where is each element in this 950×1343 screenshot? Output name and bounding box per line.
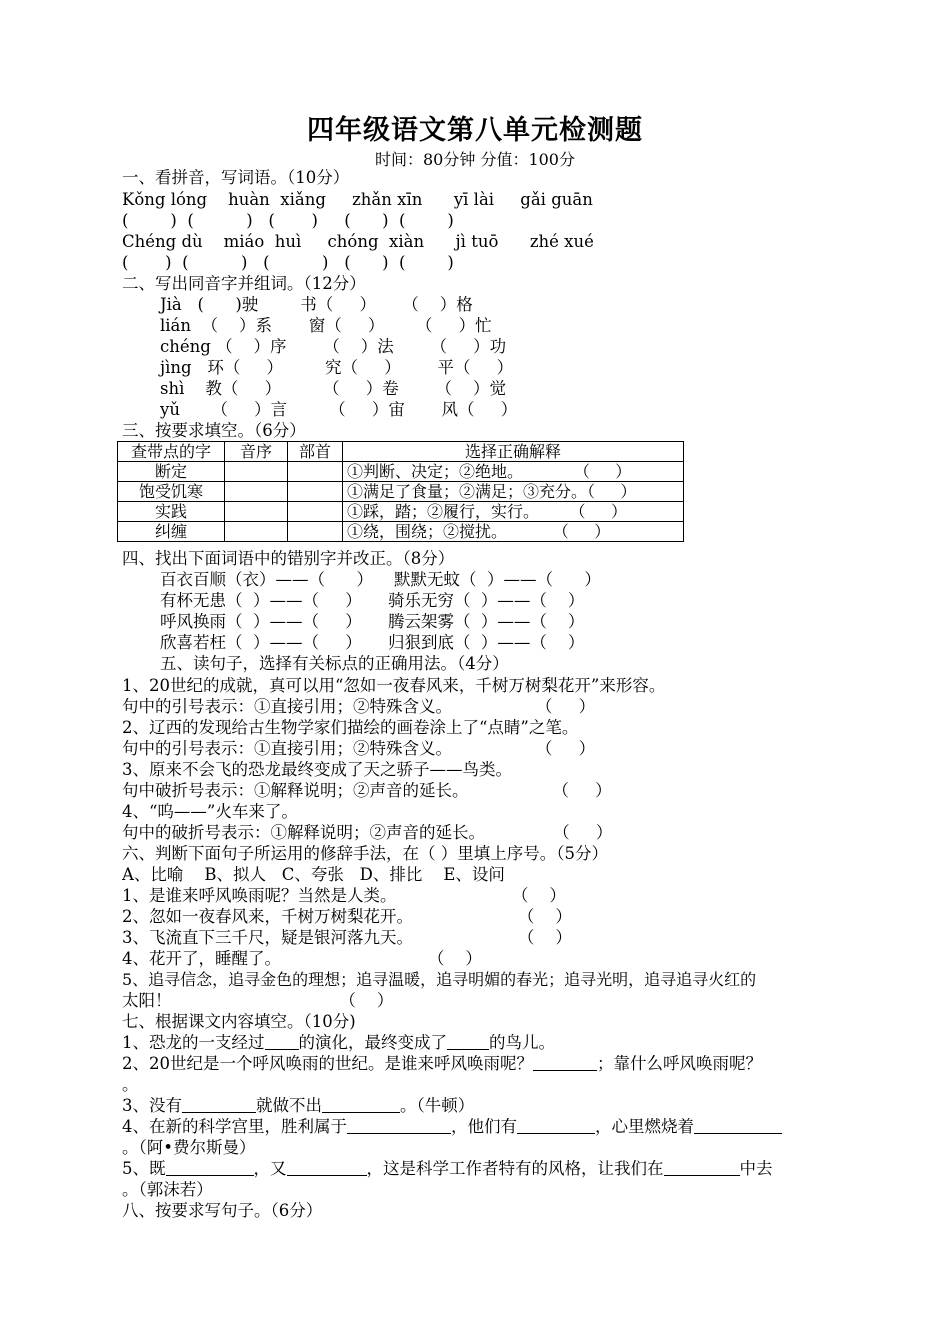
question-line: 3、原来不会飞的恐龙最终变成了天之骄子——鸟类。 bbox=[122, 760, 512, 779]
rhetoric-question: 5、追寻信念，追寻金色的理想；追寻温暖，追寻明媚的春光；追寻光明，追寻追寻火红的 bbox=[122, 970, 757, 989]
fill-question-1: 1、恐龙的一支经过 的演化，最终变成了 的鸟儿。 bbox=[122, 1033, 555, 1052]
choice-line[interactable]: 句中的破折号表示：①解释说明；②声音的延长。 （ ） bbox=[122, 823, 613, 842]
typo-row[interactable]: 呼风换雨（ ）——（ ） 腾云架雾（ ）——（ ） bbox=[160, 612, 585, 631]
meaning-cell[interactable]: ①踩，踏；②履行，实行。 （ ） bbox=[343, 502, 684, 522]
dictionary-table bbox=[117, 441, 684, 542]
answer-blank[interactable] bbox=[533, 1054, 597, 1071]
choice-line[interactable]: 句中破折号表示：①解释说明；②声音的延长。 （ ） bbox=[122, 781, 612, 800]
section-3-heading: 三、按要求填空。（6分） bbox=[122, 421, 306, 440]
radical-cell[interactable] bbox=[288, 462, 343, 482]
homophone-row[interactable]: lián （ ）系 窗（ ） （ ）忙 bbox=[160, 316, 492, 335]
rhetoric-options: A、比喻 B、拟人 C、夸张 D、排比 E、设问 bbox=[122, 865, 505, 884]
table-header-row bbox=[118, 442, 684, 462]
fill-question-5: 5、既 ，又 ，这是科学工作者特有的风格，让我们在 中去 bbox=[122, 1159, 773, 1178]
choice-line[interactable]: 句中的引号表示：①直接引用；②特殊含义。 （ ） bbox=[122, 739, 596, 758]
homophone-row[interactable]: jìng 环（ ） 究（ ） 平（ ） bbox=[160, 358, 514, 377]
rhetoric-question[interactable]: 3、飞流直下三千尺，疑是银河落九天。 （ ） bbox=[122, 928, 572, 947]
question-line: 2、辽西的发现给古生物学家们描绘的画卷涂上了“点睛”之笔。 bbox=[122, 718, 579, 737]
section-1-heading: 一、看拼音，写词语。（10分） bbox=[122, 168, 350, 187]
section-4-heading: 四、找出下面词语中的错别字并改正。（8分） bbox=[122, 549, 455, 568]
typo-row[interactable]: 百衣百顺（衣）——（ ） 默默无蚊（ ）——（ ） bbox=[160, 570, 601, 589]
rhetoric-question[interactable]: 4、花开了，睡醒了。 （ ） bbox=[122, 949, 482, 968]
table-header: 部首 bbox=[288, 442, 343, 462]
typo-row[interactable]: 欣喜若枉（ ）——（ ） 归狠到底（ ）——（ ） bbox=[160, 633, 585, 652]
exam-meta: 时间：80分钟 分值：100分 bbox=[375, 150, 575, 169]
word-cell: 饱受饥寒 bbox=[118, 482, 225, 502]
answer-blank[interactable] bbox=[322, 1096, 400, 1113]
fill-question-2-end: 。 bbox=[122, 1075, 139, 1094]
meaning-cell[interactable]: ①绕，围绕；②搅扰。 （ ） bbox=[343, 522, 684, 542]
answer-blank[interactable] bbox=[182, 1096, 256, 1113]
initial-cell[interactable] bbox=[225, 522, 288, 542]
pinyin-row-2: Chéng dù miáo huì chóng xiàn jì tuō zhé xué bbox=[122, 232, 594, 251]
homophone-row[interactable]: yǔ （ ）言 （ ）宙 风（ ） bbox=[160, 400, 518, 419]
fill-question-4: 4、在新的科学宫里，胜利属于 ，他们有 ，心里燃烧着 bbox=[122, 1116, 782, 1137]
question-line: 1、20世纪的成就，真可以用“忽如一夜春风来，千树万树梨花开”来形容。 bbox=[122, 676, 666, 695]
answer-blanks-row-2[interactable]: ( ) ( ) ( ) ( ) ( ) bbox=[122, 253, 454, 272]
question-line: 4、“呜——”火车来了。 bbox=[122, 802, 298, 821]
rhetoric-question-cont[interactable]: 太阳！ （ ） bbox=[122, 991, 394, 1010]
radical-cell[interactable] bbox=[288, 502, 343, 522]
initial-cell[interactable] bbox=[225, 502, 288, 522]
answer-blank[interactable] bbox=[347, 1117, 451, 1134]
section-6-heading: 六、判断下面句子所运用的修辞手法，在（ ）里填上序号。（5分） bbox=[122, 844, 608, 863]
homophone-row[interactable]: chéng （ ）序 （ ）法 （ ）功 bbox=[160, 337, 507, 356]
rhetoric-question[interactable]: 1、是谁来呼风唤雨呢？当然是人类。 （ ） bbox=[122, 886, 566, 905]
section-2-heading: 二、写出同音字并组词。（12分） bbox=[122, 274, 366, 293]
pinyin-row-1: Kǒng lóng huàn xiǎng zhǎn xīn yī lài gǎi guān bbox=[122, 190, 593, 209]
word-cell: 断定 bbox=[118, 462, 225, 482]
answer-blank[interactable] bbox=[287, 1159, 367, 1176]
word-cell: 纠缠 bbox=[118, 522, 225, 542]
answer-blank[interactable] bbox=[694, 1117, 782, 1134]
answer-blank[interactable] bbox=[265, 1033, 299, 1050]
table-row bbox=[118, 462, 684, 482]
section-8-heading: 八、按要求写句子。（6分） bbox=[122, 1201, 323, 1220]
section-5-heading: 五、读句子，选择有关标点的正确用法。（4分） bbox=[160, 654, 509, 673]
initial-cell[interactable] bbox=[225, 482, 288, 502]
page-title: 四年级语文第八单元检测题 bbox=[307, 115, 643, 146]
fill-question-4-end: 。（阿•费尔斯曼） bbox=[122, 1138, 256, 1157]
table-header: 选择正确解释 bbox=[343, 442, 684, 462]
typo-row[interactable]: 有杯无患（ ）——（ ） 骑乐无穷（ ）——（ ） bbox=[160, 591, 585, 610]
rhetoric-question[interactable]: 2、忽如一夜春风来，千树万树梨花开。 （ ） bbox=[122, 907, 572, 926]
answer-blanks-row-1[interactable]: ( ) ( ) ( ) ( ) ( ) bbox=[122, 211, 454, 230]
section-7-heading: 七、根据课文内容填空。（10分) bbox=[122, 1012, 356, 1031]
table-row bbox=[118, 502, 684, 522]
homophone-row[interactable]: Jià ( )驶 书（ ） （ ）格 bbox=[160, 295, 473, 314]
answer-blank[interactable] bbox=[166, 1159, 254, 1176]
answer-blank[interactable] bbox=[664, 1159, 740, 1176]
table-row bbox=[118, 522, 684, 542]
choice-line[interactable]: 句中的引号表示：①直接引用；②特殊含义。 （ ） bbox=[122, 697, 596, 716]
word-cell: 实践 bbox=[118, 502, 225, 522]
homophone-row[interactable]: shì 教（ ） （ ）卷 （ ）觉 bbox=[160, 379, 506, 398]
meaning-cell[interactable]: ①判断、决定；②绝地。 （ ） bbox=[343, 462, 684, 482]
table-header: 查带点的字 bbox=[118, 442, 225, 462]
answer-blank[interactable] bbox=[447, 1033, 489, 1050]
initial-cell[interactable] bbox=[225, 462, 288, 482]
radical-cell[interactable] bbox=[288, 482, 343, 502]
meaning-cell[interactable]: ①满足了食量；②满足；③充分。（ ） bbox=[343, 482, 684, 502]
fill-question-3: 3、没有 就做不出 。（牛顿） bbox=[122, 1096, 475, 1115]
answer-blank[interactable] bbox=[517, 1117, 595, 1134]
fill-question-2: 2、20世纪是一个呼风唤雨的世纪。是谁来呼风唤雨呢？ ；靠什么呼风唤雨呢？ bbox=[122, 1054, 762, 1073]
fill-question-5-end: 。（郭沫若） bbox=[122, 1180, 213, 1199]
table-header: 音序 bbox=[225, 442, 288, 462]
table-row bbox=[118, 482, 684, 502]
radical-cell[interactable] bbox=[288, 522, 343, 542]
